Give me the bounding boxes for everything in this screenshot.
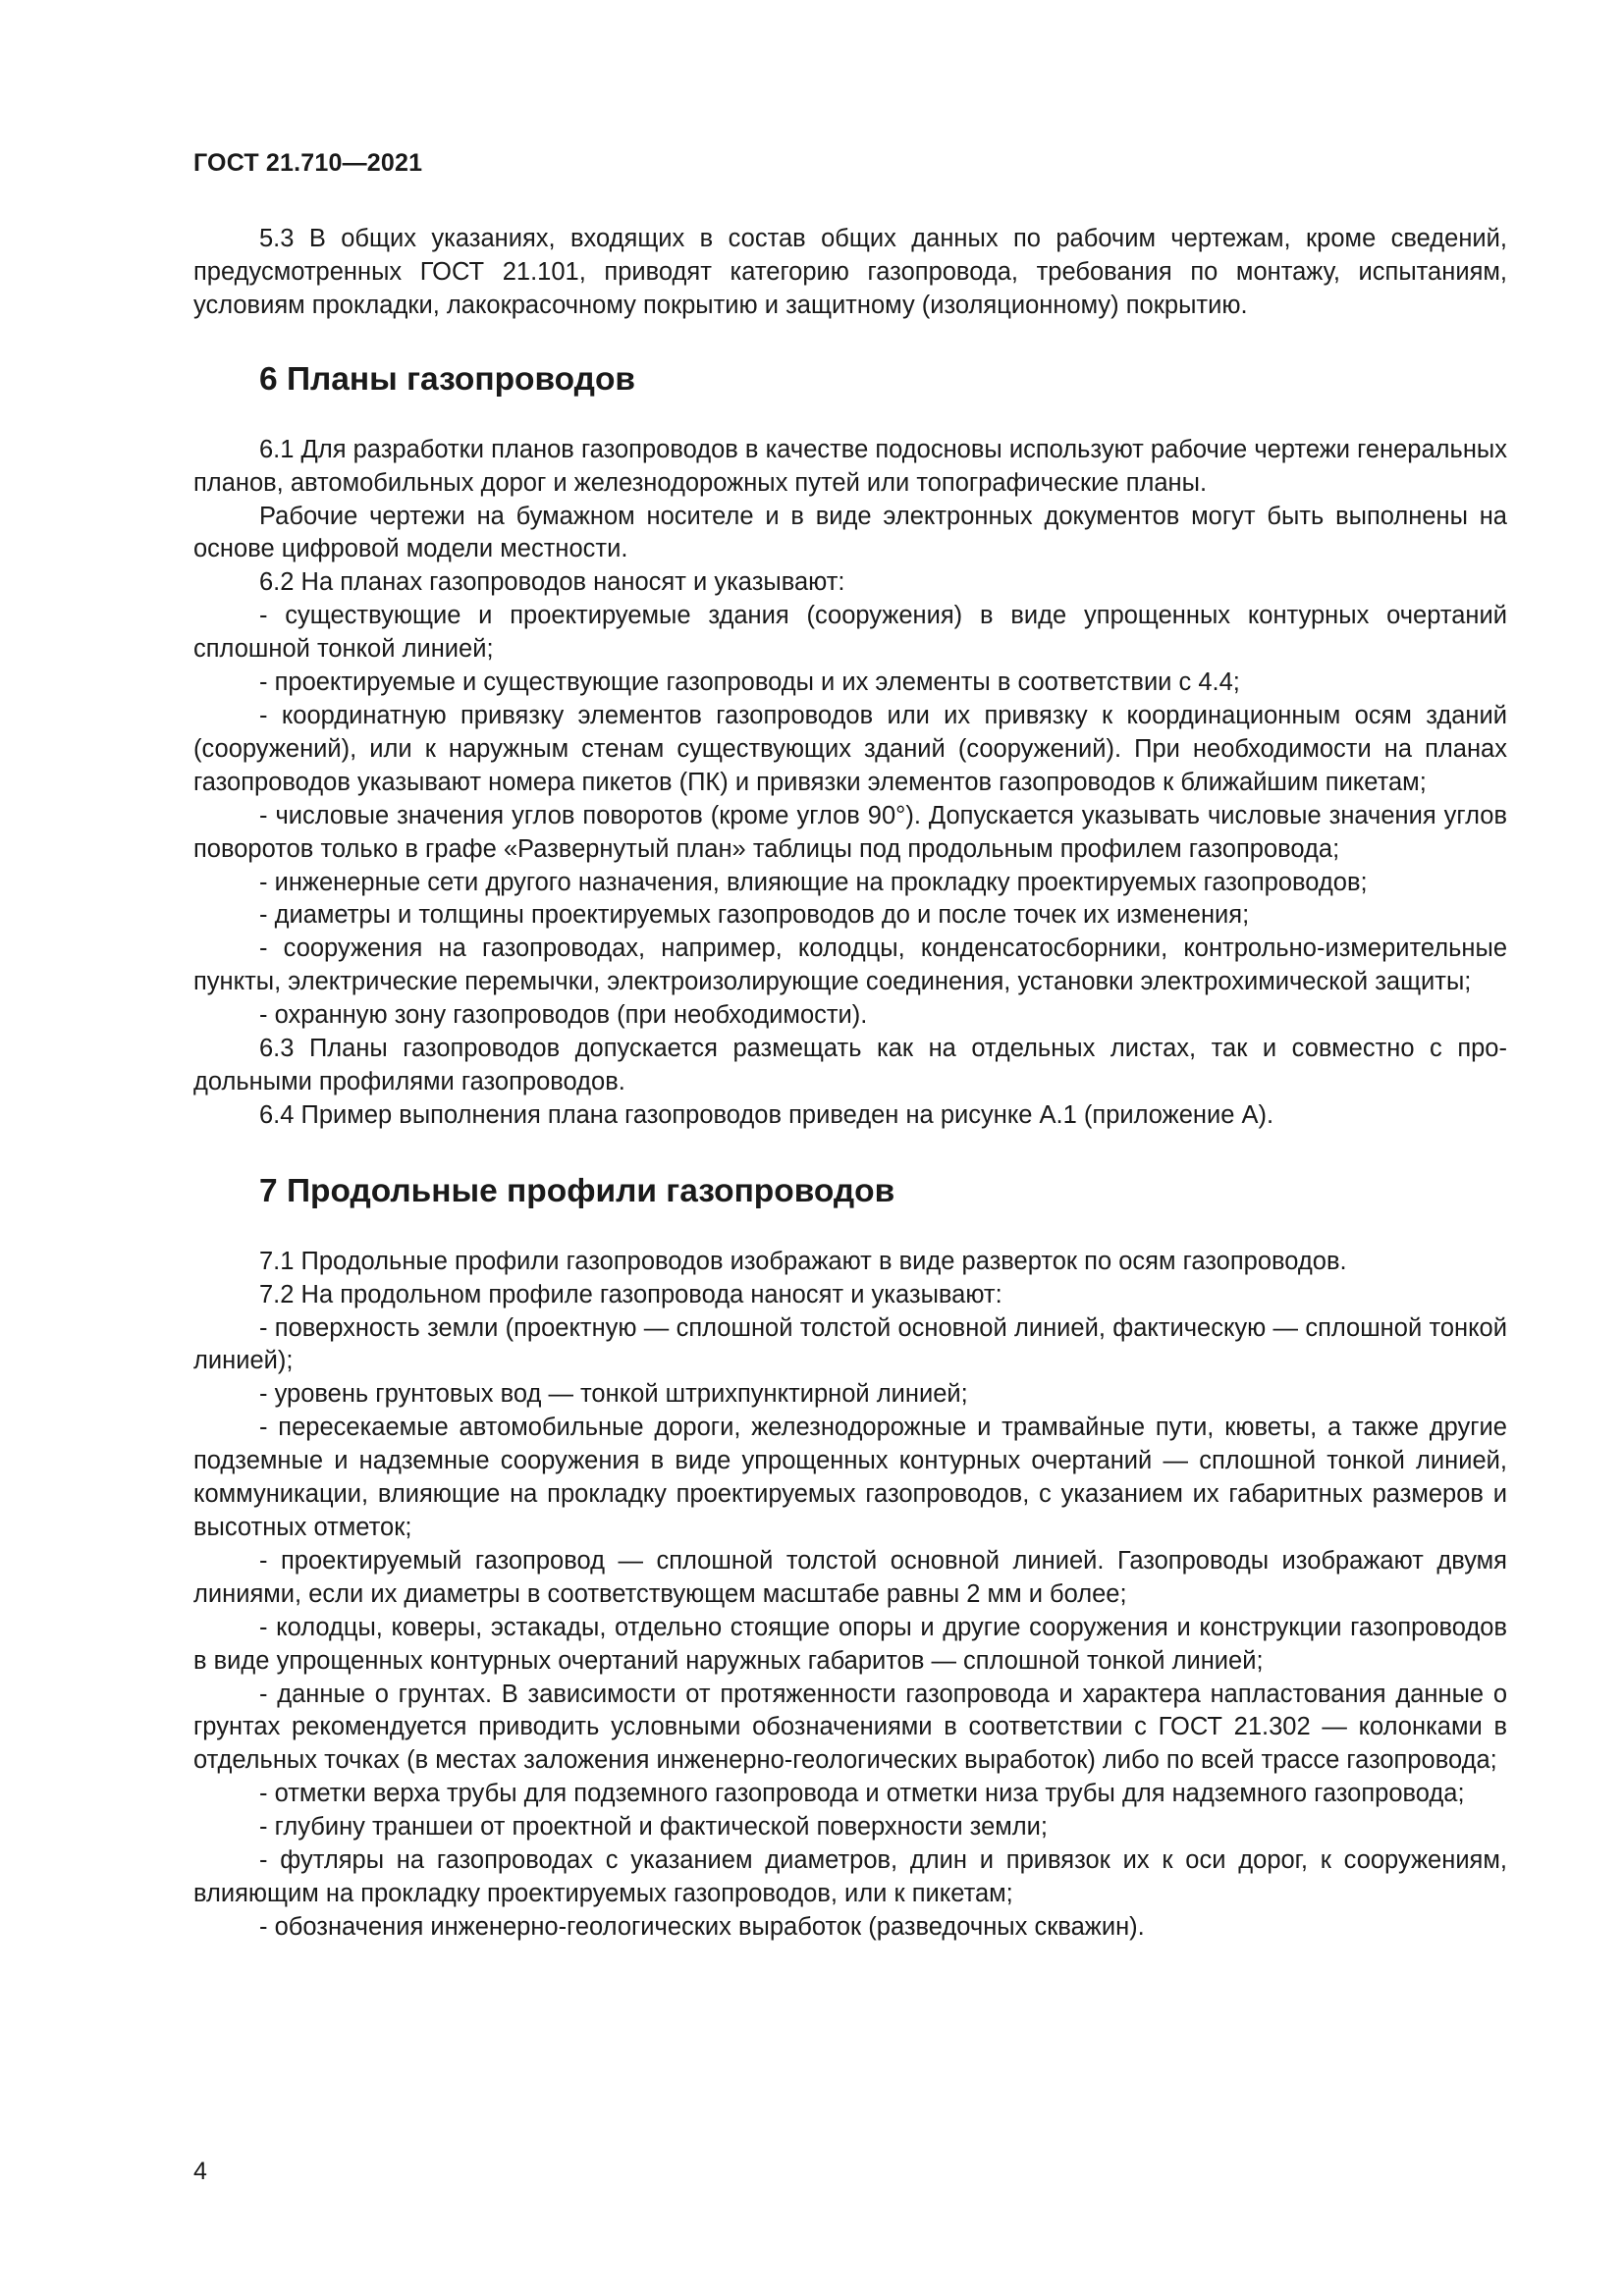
list-item: - колодцы, коверы, эстакады, отдельно стоящие опоры и другие сооружения и конструкции газопроводов в виде упрощенных контурных очертаний наружных габаритов — сплошной тонкой линией; (193, 1613, 1507, 1675)
document-code-header: ГОСТ 21.710—2021 (193, 149, 423, 177)
list-item: - уровень грунтовых вод — тонкой штрихпунктирной линией; (259, 1380, 968, 1409)
list-item: - глубину траншеи от проектной и фактической поверхности земли; (259, 1813, 1049, 1842)
list-item: - охранную зону газопроводов (при необходимости). (259, 1001, 868, 1030)
list-item: - инженерные сети другого назначения, влияющие на прокладку проектируемых газопроводов; (259, 868, 1368, 896)
list-item: - сооружения на газопроводах, например, колодцы, конденсатосборники, контрольно-измерительные пункты, электрические перемычки, электроизолирующие соединения, установки электрохимической защиты; (193, 934, 1507, 996)
paragraph-6-1: 6.1 Для разработки планов газопроводов в качестве подосновы используют рабочие чертежи генеральных планов, автомобильных дорог и железнодорожных путей или топографические планы. (193, 435, 1507, 497)
list-item: - числовые значения углов поворотов (кроме углов 90°). Допускается указывать числовые значения углов поворотов только в графе «Развернутый план» таблицы под продольным профилем газопровода; (193, 801, 1507, 863)
section-6-heading: 6 Планы газопроводов (259, 360, 636, 398)
page-number: 4 (193, 2158, 207, 2185)
list-item: - существующие и проектируемые здания (сооружения) в виде упрощенных контурных очертаний сплошной тонкой линией; (193, 602, 1507, 664)
list-item: - пересекаемые автомобильные дороги, железнодорожные и трамвайные пути, кюветы, а также другие подземные и надземные сооружения в виде упрощенных контурных очертаний — сплошной тонкой линией, коммуникации, влияющие на прокладку проектируемых газопроводов, с указанием их габаритных размеров и высотных отметок; (193, 1414, 1507, 1541)
paragraph-7-2: 7.2 На продольном профиле газопровода наносят и указывают: (259, 1280, 1002, 1308)
paragraph-5-3: 5.3 В общих указаниях, входящих в состав общих данных по рабочим чертежам, кроме сведений, предусмотренных ГОСТ 21.101, приводят категорию газопровода, требования по монтажу, испытаниям, условиям прокладки, лакокрасочному покрытию и защитному (изоляционному) покрытию. (193, 225, 1507, 319)
list-item: - футляры на газопроводах с указанием диаметров, длин и привязок их к оси дорог, к сооружениям, влияющим на прокладку проектируемых газопроводов, или к пикетам; (193, 1846, 1507, 1907)
list-item: - диаметры и толщины проектируемых газопроводов до и после точек их изменения; (259, 901, 1250, 930)
paragraph-6-1-cont: Рабочие чертежи на бумажном носителе и в виде электронных документов могут быть выполнены на основе цифровой модели местности. (193, 502, 1507, 563)
paragraph-7-1: 7.1 Продольные профили газопроводов изображают в виде разверток по осям газопроводов. (259, 1247, 1347, 1275)
list-item: - проектируемые и существующие газопроводы и их элементы в соответствии с 4.4; (259, 668, 1240, 697)
list-item: - координатную привязку элементов газопроводов или их привязку к координационным осям зданий (сооружений), или к наружным стенам существующих зданий (сооружений). При необходимости на планах газопроводов указывают номера пикетов (ПК) и привязки элементов газопроводов к ближайшим пикетам; (193, 701, 1507, 796)
list-item: - поверхность земли (проектную — сплошной толстой основной линией, фактическую — сплошной тонкой линией); (193, 1313, 1507, 1375)
list-item: - данные о грунтах. В зависимости от протяженности газопровода и характера напластования данные о грунтах рекомендуется приводить условными обозначениями в соответствии с ГОСТ 21.302 — колонками в отдельных точках (в местах заложения инженерно-геологических выработок) либо по всей трассе газопровода; (193, 1680, 1507, 1775)
list-item: - обозначения инженерно-геологических выработок (разведочных скважин). (259, 1912, 1145, 1941)
document-body (193, 223, 1507, 1945)
paragraph-6-2: 6.2 На планах газопроводов наносят и указывают: (259, 568, 845, 597)
paragraph-6-4: 6.4 Пример выполнения плана газопроводов приведен на рисунке А.1 (приложение А). (259, 1100, 1274, 1129)
section-7-heading: 7 Продольные профили газопроводов (259, 1172, 895, 1209)
list-item: - проектируемый газопровод — сплошной толстой основной линией. Газопроводы изображают двумя линиями, если их диаметры в соответствующем масштабе равны 2 мм и более; (193, 1546, 1507, 1608)
list-item: - отметки верха трубы для подземного газопровода и отметки низа трубы для надземного газопровода; (259, 1780, 1465, 1808)
paragraph-6-3: 6.3 Планы газопроводов допускается размещать как на отдельных листах, так и совместно с продольными профилями газопроводов. (193, 1035, 1507, 1095)
